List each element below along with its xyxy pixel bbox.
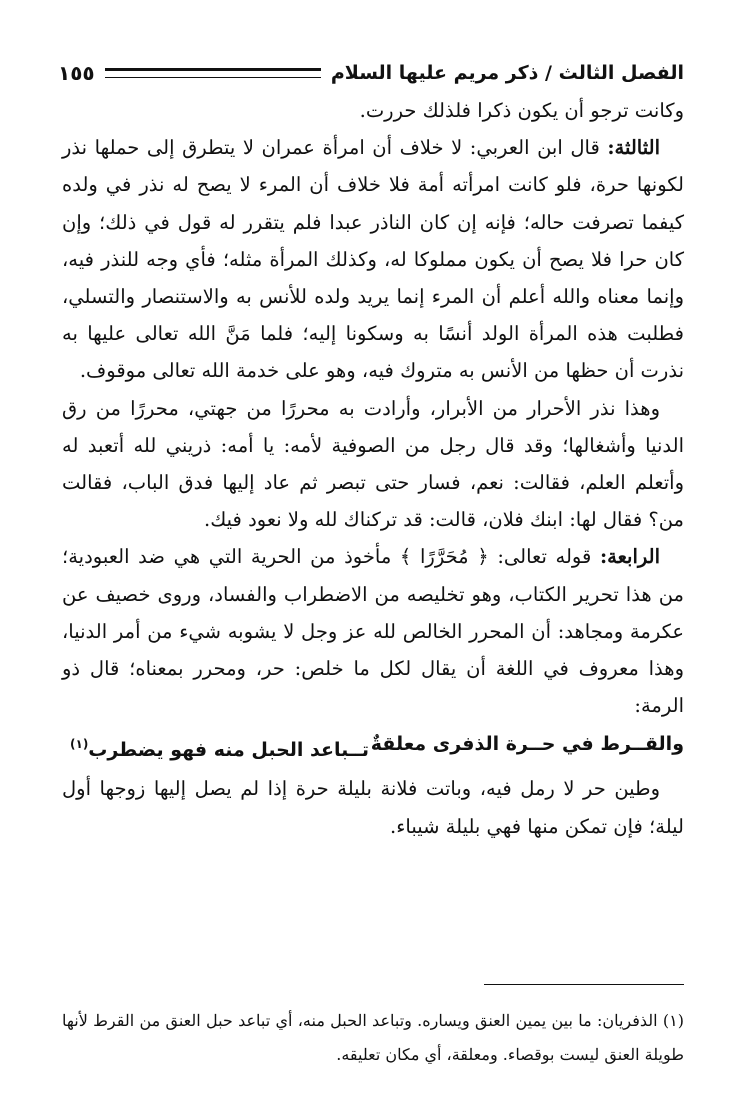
body-text	[62, 92, 684, 845]
paragraph-5: وطين حر لا رمل فيه، وباتت فلانة بليلة حرة إذا لم يصل إليها زوجها أول ليلة؛ فإن تمكن منها فهي بليلة شيباء.	[62, 777, 684, 838]
quran-quote: ﴿ مُحَرَّرًا ﴾	[399, 545, 489, 569]
paragraph-4-text-a: قوله تعالى:	[488, 545, 600, 569]
paragraph-3: وهذا نذر الأحرار من الأبرار، وأرادت به محررًا من جهتي، محررًا من رق الدنيا وأشغالها؛ وقد قال رجل من الصوفية لأمه: يا أمه: ذريني لله أتعبد له وأتعلم العلم، فقالت: نعم، فسار حتى تبصر ثم عاد إليها فدق الباب، فقالت من؟ فقال لها: ابنك فلان، قالت: قد تركناك لله ولا نعود فيك.	[62, 396, 684, 532]
running-header	[58, 56, 684, 90]
verse-first-hemistich: والقــرط في حــرة الذفرى معلقةٌ	[370, 733, 684, 756]
footnote-1: (١) الذفريان: ما بين يمين العنق ويساره. وتباعد الحبل منه، أي تباعد حبل العنق من القرط لأنها طويلة العنق ليست بوقصاء. ومعلقة، أي مكان تعليقه.	[62, 1011, 684, 1064]
page-number: ١٥٥	[58, 61, 95, 85]
paragraph-1: وكانت ترجو أن يكون ذكرا فلذلك حررت.	[359, 99, 684, 122]
section-lead-fourth: الرابعة:	[599, 545, 661, 569]
footnotes	[62, 1004, 684, 1072]
verse-second-hemistich	[70, 724, 369, 770]
footnote-separator	[484, 984, 684, 985]
header-rule	[105, 68, 321, 78]
paragraph-2-text: قال ابن العربي: لا خلاف أن امرأة عمران لا يتطرق إلى حملها نذر لكونها حرة، فلو كانت امرأته أمة فلا خلاف أن المرء لا يصح له نذر في ولده كيفما تصرفت حاله؛ فإنه إن كان الناذر عبدا فلم يتقرر له قول في ذلك؛ وإن كان حرا فلا يصح أن يكون مملوكا له، وكذلك المرأة مثله؛ فأي وجه للنذر فيه، وإنما معناه والله أعلم أن المرء إنما يريد ولده للأنس به والاستنصار والتسلي، فطلبت هذه المرأة الولد أنسًا به وسكونا إليه؛ فلما مَنَّ الله تعالى عليها به نذرت أن حظها من الأنس به متروك فيه، وهو على خدمة الله تعالى موقوف.	[62, 136, 684, 383]
paragraph-4	[62, 538, 684, 724]
poetry-verse	[62, 724, 684, 770]
verse-second-text: تــباعد الحبل منه فهو يضطرب	[88, 739, 369, 762]
chapter-title: الفصل الثالث / ذكر مريم عليها السلام	[330, 62, 684, 84]
section-lead-third: الثالثة:	[607, 136, 660, 160]
paragraph-4-text-b: مأخوذ من الحرية التي هي ضد العبودية؛ من هذا تحرير الكتاب، وهو تخليصه من الاضطراب والفساد، وروى خصيف عن عكرمة ومجاهد: أن المحرر الخالص لله عز وجل لا يشوبه شيء من أمر الدنيا، وهذا معروف في اللغة أن يقال لكل ما خلص: حر، ومحرر بمعناه؛ قال ذو الرمة:	[62, 545, 684, 718]
footnote-marker: (١)	[70, 737, 89, 752]
paragraph-2	[62, 129, 684, 389]
